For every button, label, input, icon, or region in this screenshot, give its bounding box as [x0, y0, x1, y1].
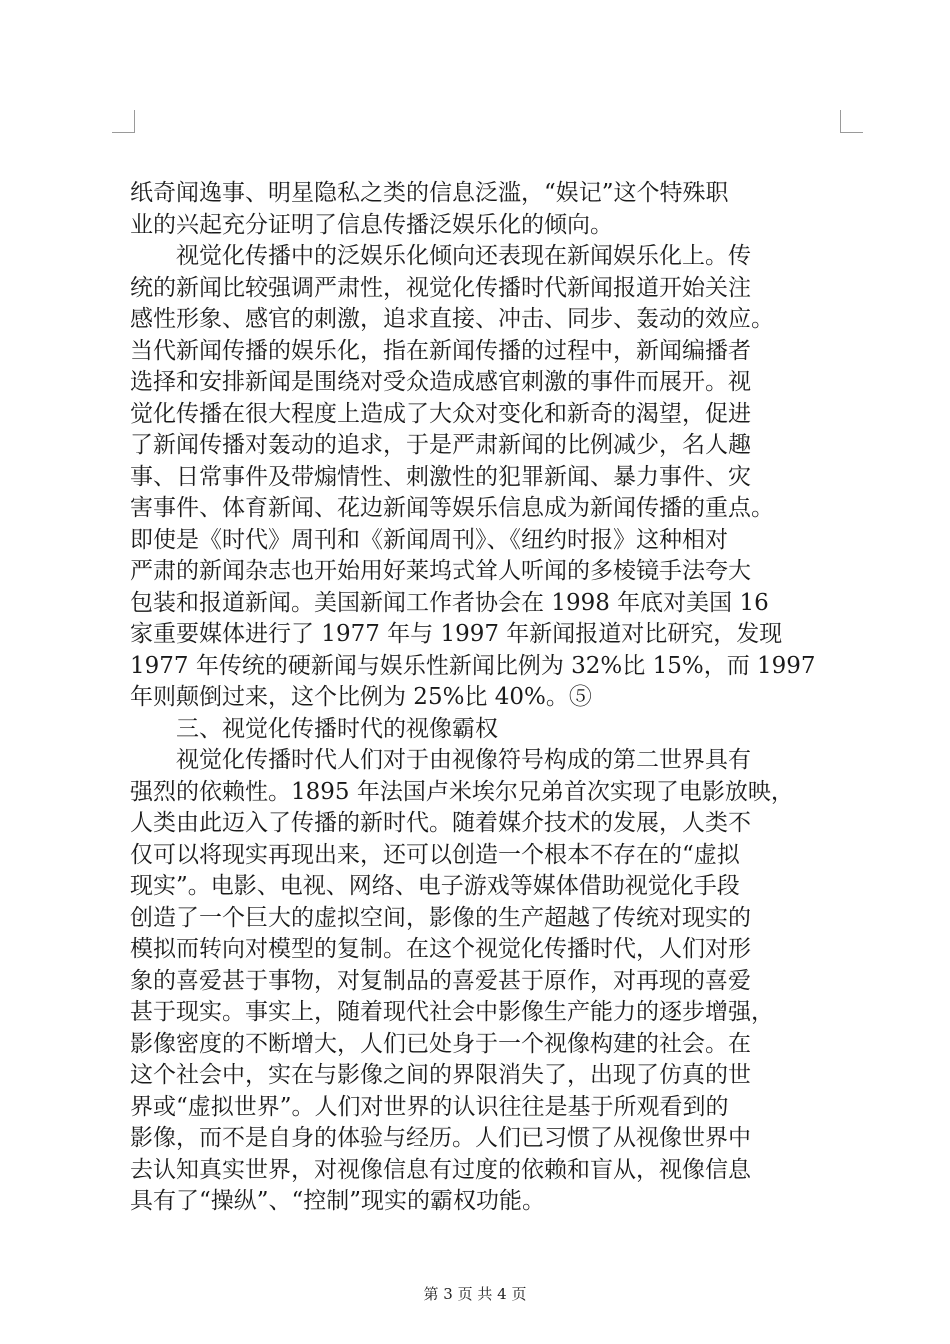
text-line: 统的新闻比较强调严肃性，视觉化传播时代新闻报道开始关注 — [130, 274, 751, 301]
text-line: 视觉化传播中的泛娱乐化倾向还表现在新闻娱乐化上。传 — [176, 243, 751, 269]
text-line: 严肃的新闻杂志也开始用好莱坞式耸人听闻的多棱镜手法夸大 — [130, 558, 751, 584]
crop-mark-top-left — [112, 110, 135, 133]
text-line: 创造了一个巨大的虚拟空间，影像的生产超越了传统对现实的 — [130, 904, 751, 931]
text-line: 即使是《时代》周刊和《新闻周刊》、《纽约时报》这种相对 — [130, 526, 728, 553]
text-line: 觉化传播在很大程度上造成了大众对变化和新奇的渴望，促进 — [130, 400, 751, 427]
text-line: 去认知真实世界，对视像信息有过度的依赖和盲从，视像信息 — [130, 1156, 751, 1183]
text-line: 现实”。电影、电视、网络、电子游戏等媒体借助视觉化手段 — [130, 873, 740, 899]
text-line: 具有了“操纵”、“控制”现实的霸权功能。 — [130, 1188, 546, 1214]
text-line: 家重要媒体进行了 1977 年与 1997 年新闻报道对比研究，发现 — [130, 621, 783, 647]
text-line: 界或“虚拟世界”。人们对世界的认识往往是基于所观看到的 — [130, 1093, 729, 1120]
text-line: 纸奇闻逸事、明星隐私之类的信息泛滥，“娱记”这个特殊职 — [130, 180, 729, 206]
text-line: 影像密度的不断增大，人们已处身于一个视像构建的社会。在 — [130, 1030, 751, 1057]
text-line: 仅可以将现实再现出来，还可以创造一个根本不存在的“虚拟 — [130, 841, 740, 868]
text-line: 甚于现实。事实上，随着现代社会中影像生产能力的逐步增强， — [130, 999, 774, 1025]
text-line: 这个社会中，实在与影像之间的界限消失了，出现了仿真的世 — [130, 1062, 751, 1088]
text-line: 1977 年传统的硬新闻与娱乐性新闻比例为 32%比 15%，而 1997 — [130, 652, 816, 679]
text-line: 事、日常事件及带煽情性、刺激性的犯罪新闻、暴力事件、灾 — [130, 463, 751, 490]
text-line: 业的兴起充分证明了信息传播泛娱乐化的倾向。 — [130, 211, 613, 238]
text-line: 了新闻传播对轰动的追求，于是严肃新闻的比例减少，名人趣 — [130, 432, 751, 458]
crop-mark-top-right — [840, 110, 863, 133]
text-line: 象的喜爱甚于事物，对复制品的喜爱甚于原作，对再现的喜爱 — [130, 967, 751, 994]
page-footer: 第 3 页 共 4 页 — [423, 1285, 527, 1303]
text-line: 模拟而转向对模型的复制。在这个视觉化传播时代，人们对形 — [130, 936, 751, 962]
text-line: 害事件、体育新闻、花边新闻等娱乐信息成为新闻传播的重点。 — [130, 495, 774, 521]
text-line: 三、视觉化传播时代的视像霸权 — [176, 715, 498, 742]
text-line: 视觉化传播时代人们对于由视像符号构成的第二世界具有 — [176, 747, 751, 773]
text-line: 影像，而不是自身的体验与经历。人们已习惯了从视像世界中 — [130, 1125, 751, 1151]
text-line: 人类由此迈入了传播的新时代。随着媒介技术的发展，人类不 — [130, 810, 751, 836]
text-line: 年则颠倒过来，这个比例为 25%比 40%。⑤ — [130, 684, 592, 710]
body-text — [130, 178, 850, 1218]
text-line: 包装和报道新闻。美国新闻工作者协会在 1998 年底对美国 16 — [130, 589, 769, 616]
text-line: 选择和安排新闻是围绕对受众造成感官刺激的事件而展开。视 — [130, 369, 751, 395]
text-line: 强烈的依赖性。1895 年法国卢米埃尔兄弟首次实现了电影放映， — [130, 778, 794, 805]
text-line: 当代新闻传播的娱乐化，指在新闻传播的过程中，新闻编播者 — [130, 337, 751, 364]
text-line: 感性形象、感官的刺激，追求直接、冲击、同步、轰动的效应。 — [130, 306, 774, 332]
